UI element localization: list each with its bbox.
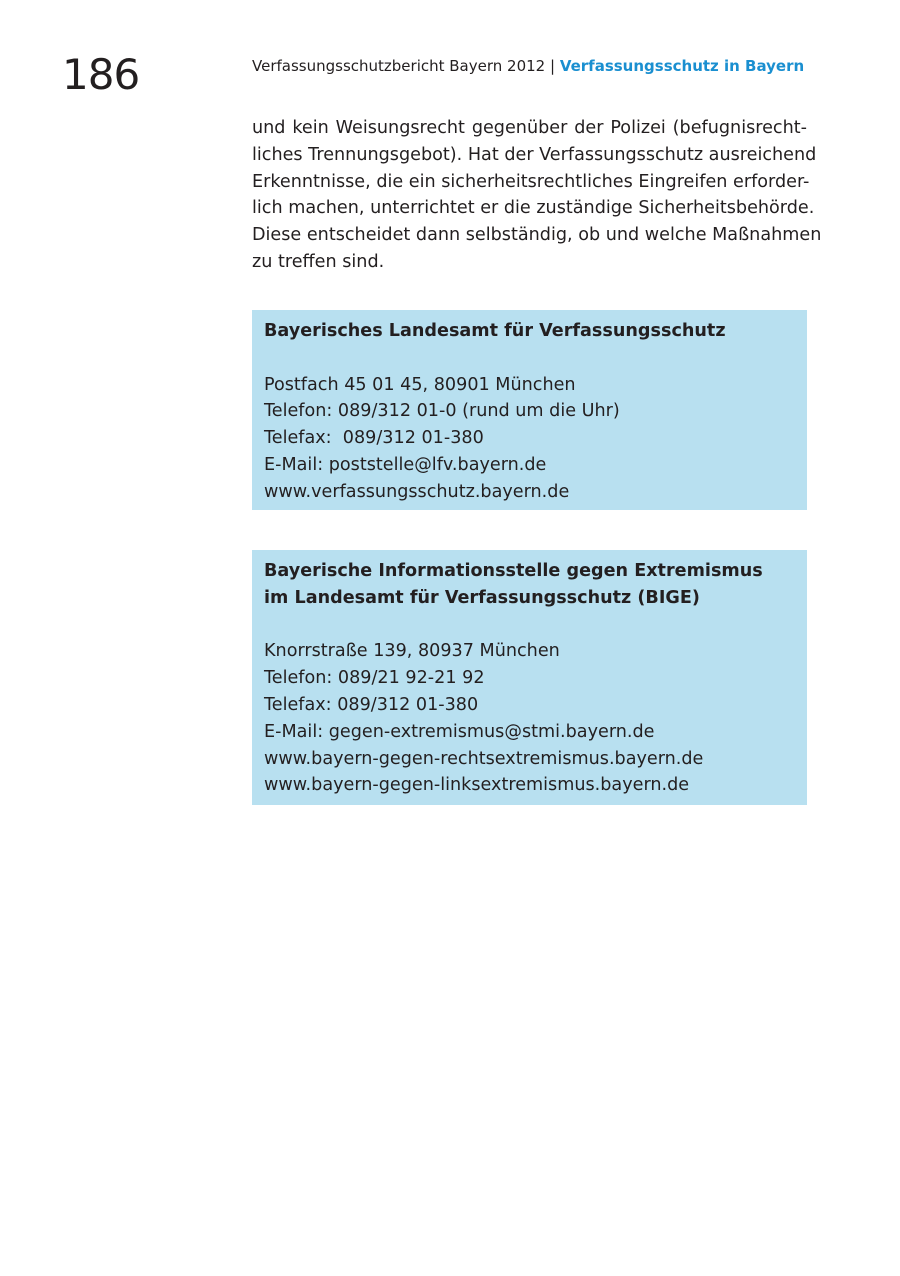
section-title: Verfassungsschutz in Bayern	[559, 57, 805, 75]
contact-address: Postfach 45 01 45, 80901 München	[264, 374, 576, 395]
contact-box-title: Bayerische Informationsstelle gegen Extremismus	[264, 561, 763, 581]
contact-address: Knorrstraße 139, 80937 München	[264, 641, 560, 662]
paragraph-line: liches Trennungsgebot). Hat der Verfassungsschutz ausreichend	[252, 144, 817, 165]
contact-website-link[interactable]: www.bayern-gegen-linksextremismus.bayern.de	[264, 775, 690, 796]
body-paragraph	[252, 115, 822, 276]
contact-phone: Telefon: 089/312 01-0 (rund um die Uhr)	[264, 401, 620, 422]
paragraph-line: und kein Weisungsrecht gegenüber der Polizei (befugnisrecht-	[252, 118, 807, 138]
contact-box-subtitle: im Landesamt für Verfassungsschutz (BIGE)	[264, 587, 700, 608]
contact-email-link[interactable]: E-Mail: gegen-extremismus@stmi.bayern.de	[264, 721, 655, 742]
paragraph-line: zu treffen sind.	[252, 251, 385, 272]
paragraph-line: Erkenntnisse, die ein sicherheitsrechtliches Eingreifen erforder-	[252, 171, 810, 192]
document-title: Verfassungsschutzbericht Bayern 2012 |	[252, 57, 556, 75]
contact-fax: Telefax: 089/312 01-380	[264, 428, 484, 449]
contact-box-bige	[252, 550, 807, 805]
running-header	[252, 57, 804, 75]
contact-box-title: Bayerisches Landesamt für Verfassungsschutz	[264, 321, 726, 341]
contact-email-link[interactable]: E-Mail: poststelle@lfv.bayern.de	[264, 454, 547, 475]
contact-website-link[interactable]: www.verfassungsschutz.bayern.de	[264, 481, 570, 502]
contact-fax: Telefax: 089/312 01-380	[264, 694, 479, 715]
contact-phone: Telefon: 089/21 92-21 92	[264, 668, 485, 689]
paragraph-line: lich machen, unterrichtet er die zuständige Sicherheitsbehörde.	[252, 198, 815, 219]
contact-box-lfv	[252, 310, 807, 510]
paragraph-line: Diese entscheidet dann selbständig, ob und welche Maßnahmen	[252, 225, 822, 246]
contact-website-link[interactable]: www.bayern-gegen-rechtsextremismus.bayern.de	[264, 748, 704, 769]
page-number: 186	[62, 50, 140, 99]
